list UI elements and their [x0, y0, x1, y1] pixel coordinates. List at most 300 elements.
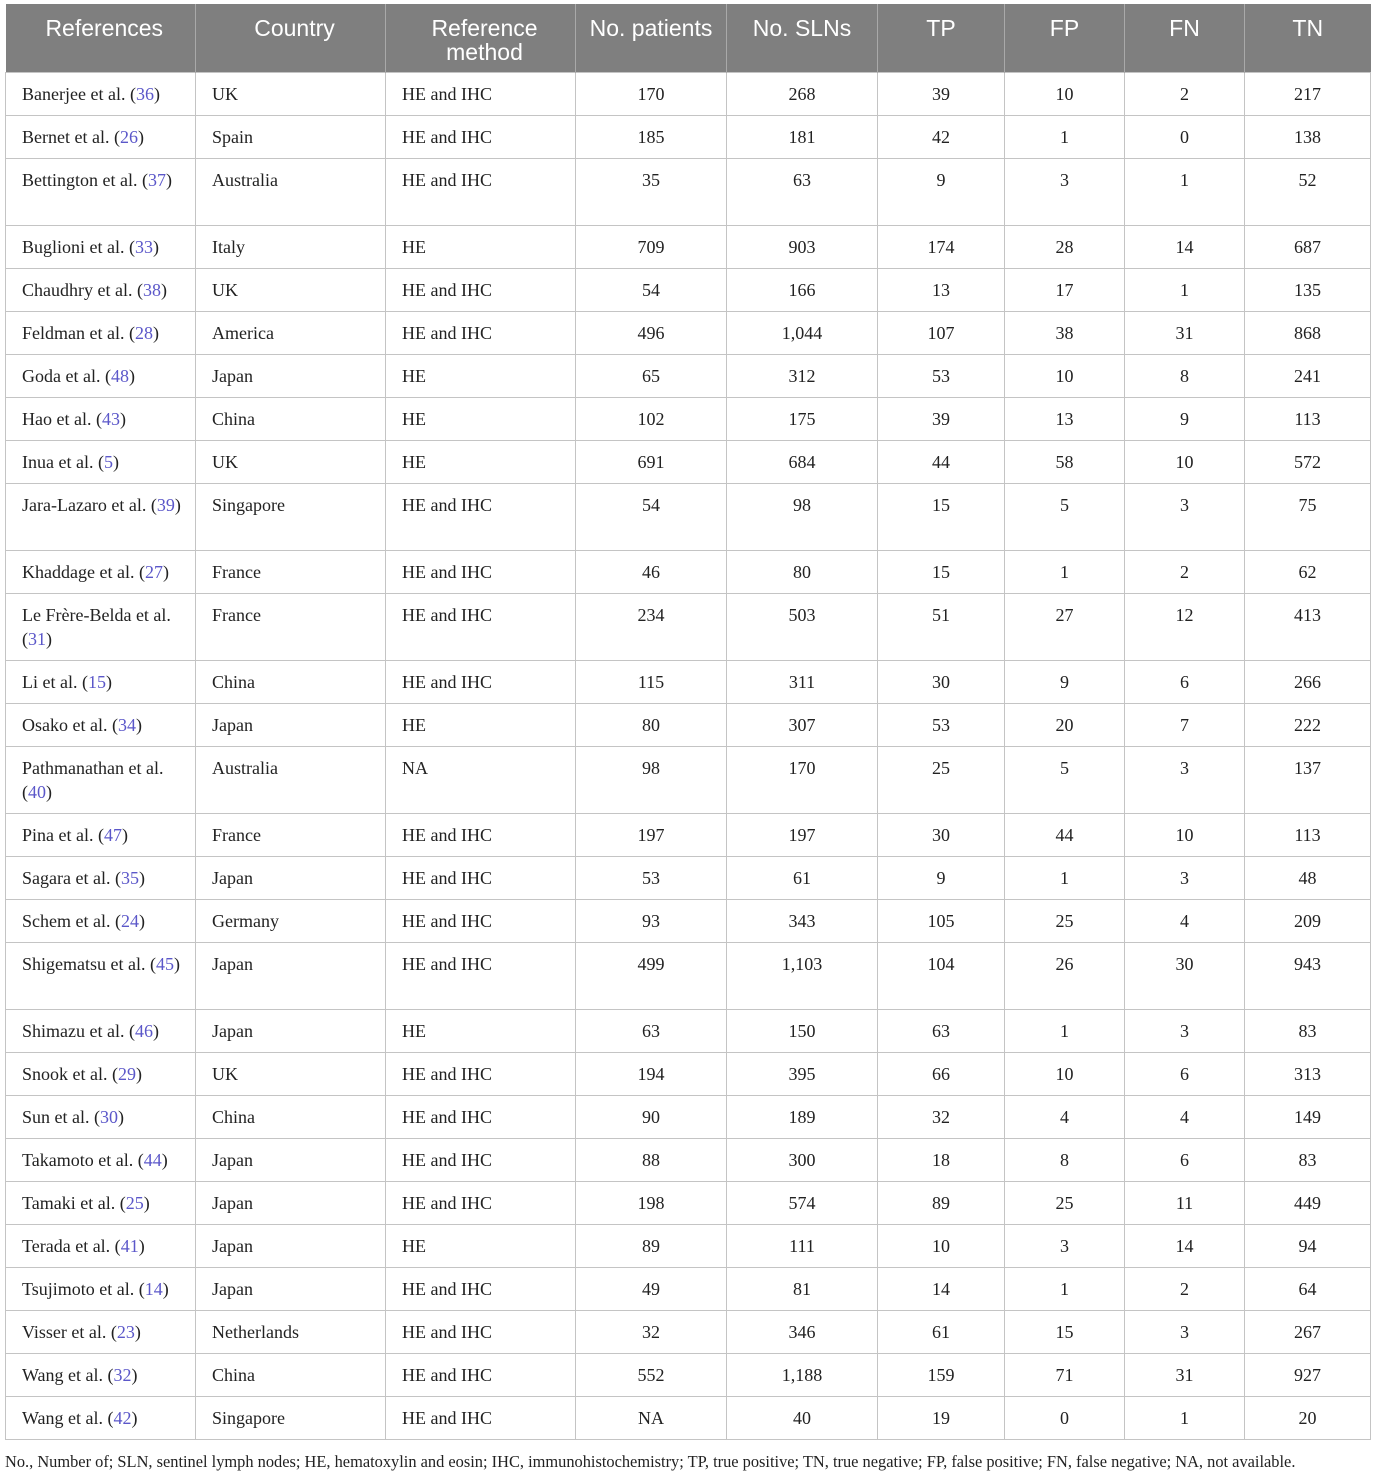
reference-cell	[6, 661, 196, 704]
slns-cell: 395	[727, 1053, 878, 1096]
tp-cell: 63	[878, 1010, 1005, 1053]
country-cell: UK	[196, 441, 386, 484]
fn-cell: 31	[1125, 312, 1245, 355]
reference-author: Goda et al. (	[22, 366, 111, 386]
reference-close: )	[152, 237, 159, 257]
patients-cell: 98	[576, 747, 727, 814]
reference-close: )	[128, 366, 135, 386]
patients-cell: NA	[576, 1397, 727, 1440]
citation-link[interactable]: 41	[120, 1236, 139, 1256]
citation-link[interactable]: 48	[110, 366, 129, 386]
table-row	[6, 116, 1371, 159]
fp-cell: 38	[1005, 312, 1125, 355]
reference-author: Banerjee et al. (	[22, 84, 136, 104]
fn-cell: 10	[1125, 441, 1245, 484]
country-cell: Japan	[196, 943, 386, 1010]
table-row	[6, 1311, 1371, 1354]
tn-cell: 113	[1245, 398, 1371, 441]
reference-cell	[6, 1182, 196, 1225]
fp-cell: 5	[1005, 747, 1125, 814]
method-cell: HE and IHC	[386, 116, 576, 159]
tp-cell: 159	[878, 1354, 1005, 1397]
reference-close: )	[162, 562, 169, 582]
method-cell: HE	[386, 1225, 576, 1268]
reference-author: Visser et al. (	[22, 1322, 117, 1342]
fn-cell: 8	[1125, 355, 1245, 398]
fp-cell: 1	[1005, 116, 1125, 159]
slns-cell: 300	[727, 1139, 878, 1182]
reference-cell	[6, 1354, 196, 1397]
fn-cell: 6	[1125, 1139, 1245, 1182]
reference-author: Wang et al. (	[22, 1365, 114, 1385]
slns-cell: 111	[727, 1225, 878, 1268]
fp-cell: 1	[1005, 1268, 1125, 1311]
table-row	[6, 704, 1371, 747]
col-header-fn: FN	[1125, 4, 1245, 73]
method-cell: HE	[386, 441, 576, 484]
patients-cell: 53	[576, 857, 727, 900]
table-row	[6, 1010, 1371, 1053]
patients-cell: 499	[576, 943, 727, 1010]
reference-close: )	[160, 280, 167, 300]
fn-cell: 1	[1125, 1397, 1245, 1440]
citation-link[interactable]: 25	[125, 1193, 144, 1213]
reference-cell	[6, 116, 196, 159]
citation-link[interactable]: 46	[134, 1021, 153, 1041]
tp-cell: 107	[878, 312, 1005, 355]
citation-link[interactable]: 5	[103, 452, 113, 472]
patients-cell: 63	[576, 1010, 727, 1053]
reference-cell	[6, 1053, 196, 1096]
patients-cell: 54	[576, 484, 727, 551]
fn-cell: 31	[1125, 1354, 1245, 1397]
table-row	[6, 814, 1371, 857]
reference-cell	[6, 1010, 196, 1053]
patients-cell: 552	[576, 1354, 727, 1397]
fn-cell: 2	[1125, 1268, 1245, 1311]
country-cell: Japan	[196, 1225, 386, 1268]
patients-cell: 709	[576, 226, 727, 269]
patients-cell: 197	[576, 814, 727, 857]
reference-author: Tsujimoto et al. (	[22, 1279, 145, 1299]
table-row	[6, 551, 1371, 594]
fp-cell: 13	[1005, 398, 1125, 441]
slns-cell: 170	[727, 747, 878, 814]
tp-cell: 104	[878, 943, 1005, 1010]
country-cell: Spain	[196, 116, 386, 159]
method-cell: HE and IHC	[386, 551, 576, 594]
slns-cell: 181	[727, 116, 878, 159]
reference-author: Shigematsu et al. (	[22, 954, 156, 974]
patients-cell: 170	[576, 73, 727, 116]
fp-cell: 28	[1005, 226, 1125, 269]
slns-cell: 346	[727, 1311, 878, 1354]
reference-author: Pathmanathan et al. (	[22, 758, 164, 802]
tn-cell: 64	[1245, 1268, 1371, 1311]
slns-cell: 343	[727, 900, 878, 943]
slns-cell: 80	[727, 551, 878, 594]
reference-cell	[6, 1225, 196, 1268]
tn-cell: 94	[1245, 1225, 1371, 1268]
reference-author: Feldman et al. (	[22, 323, 135, 343]
table-container	[5, 4, 1370, 1440]
slns-cell: 503	[727, 594, 878, 661]
country-cell: Australia	[196, 159, 386, 226]
patients-cell: 32	[576, 1311, 727, 1354]
citation-link[interactable]: 35	[120, 868, 139, 888]
fp-cell: 44	[1005, 814, 1125, 857]
reference-cell	[6, 226, 196, 269]
reference-close: )	[165, 170, 172, 190]
country-cell: France	[196, 594, 386, 661]
reference-cell	[6, 900, 196, 943]
reference-close: )	[138, 911, 145, 931]
slns-cell: 189	[727, 1096, 878, 1139]
method-cell: HE and IHC	[386, 814, 576, 857]
tn-cell: 75	[1245, 484, 1371, 551]
reference-author: Osako et al. (	[22, 715, 118, 735]
citation-link[interactable]: 36	[135, 84, 154, 104]
slns-cell: 166	[727, 269, 878, 312]
citation-link[interactable]: 38	[142, 280, 161, 300]
country-cell: Japan	[196, 1182, 386, 1225]
country-cell: Japan	[196, 857, 386, 900]
reference-close: )	[143, 1193, 150, 1213]
tn-cell: 413	[1245, 594, 1371, 661]
citation-link[interactable]: 37	[147, 170, 166, 190]
slns-cell: 574	[727, 1182, 878, 1225]
tn-cell: 113	[1245, 814, 1371, 857]
tp-cell: 42	[878, 116, 1005, 159]
reference-author: Le Frère-Belda et al. (	[22, 605, 171, 649]
tp-cell: 19	[878, 1397, 1005, 1440]
slns-cell: 903	[727, 226, 878, 269]
country-cell: France	[196, 551, 386, 594]
country-cell: UK	[196, 269, 386, 312]
tn-cell: 138	[1245, 116, 1371, 159]
method-cell: HE and IHC	[386, 1053, 576, 1096]
table-row	[6, 484, 1371, 551]
reference-cell	[6, 704, 196, 747]
fn-cell: 6	[1125, 661, 1245, 704]
method-cell: HE and IHC	[386, 857, 576, 900]
table-row	[6, 226, 1371, 269]
tp-cell: 9	[878, 159, 1005, 226]
reference-cell	[6, 594, 196, 661]
citation-link[interactable]: 24	[120, 911, 139, 931]
tn-cell: 52	[1245, 159, 1371, 226]
tp-cell: 15	[878, 551, 1005, 594]
slns-cell: 1,188	[727, 1354, 878, 1397]
fp-cell: 20	[1005, 704, 1125, 747]
citation-link[interactable]: 14	[144, 1279, 163, 1299]
tn-cell: 868	[1245, 312, 1371, 355]
patients-cell: 80	[576, 704, 727, 747]
table-row	[6, 594, 1371, 661]
reference-cell	[6, 1311, 196, 1354]
table-row	[6, 1096, 1371, 1139]
citation-link[interactable]: 27	[144, 562, 163, 582]
citation-link[interactable]: 29	[118, 1064, 136, 1084]
patients-cell: 93	[576, 900, 727, 943]
table-row	[6, 747, 1371, 814]
citation-link[interactable]: 34	[117, 715, 136, 735]
country-cell: France	[196, 814, 386, 857]
slns-cell: 1,103	[727, 943, 878, 1010]
reference-author: Pina et al. (	[22, 825, 104, 845]
method-cell: HE	[386, 226, 576, 269]
tp-cell: 30	[878, 814, 1005, 857]
table-row	[6, 441, 1371, 484]
citation-link[interactable]: 30	[100, 1107, 118, 1127]
method-cell: HE and IHC	[386, 1139, 576, 1182]
citation-link[interactable]: 42	[113, 1408, 132, 1428]
fn-cell: 3	[1125, 484, 1245, 551]
tn-cell: 83	[1245, 1139, 1371, 1182]
header-row	[6, 4, 1371, 73]
fp-cell: 1	[1005, 1010, 1125, 1053]
method-cell: HE and IHC	[386, 900, 576, 943]
tn-cell: 137	[1245, 747, 1371, 814]
citation-link[interactable]: 26	[119, 127, 138, 147]
tn-cell: 217	[1245, 73, 1371, 116]
tp-cell: 18	[878, 1139, 1005, 1182]
reference-author: Terada et al. (	[22, 1236, 121, 1256]
country-cell: America	[196, 312, 386, 355]
reference-cell	[6, 73, 196, 116]
fn-cell: 4	[1125, 900, 1245, 943]
country-cell: Japan	[196, 704, 386, 747]
tn-cell: 135	[1245, 269, 1371, 312]
fn-cell: 2	[1125, 73, 1245, 116]
citation-link[interactable]: 40	[28, 782, 46, 802]
tp-cell: 32	[878, 1096, 1005, 1139]
col-header-reference-method: Reference method	[386, 4, 576, 73]
table-row	[6, 1225, 1371, 1268]
citation-link[interactable]: 23	[116, 1322, 135, 1342]
reference-close: )	[131, 1365, 138, 1385]
reference-close: )	[162, 1279, 169, 1299]
slns-cell: 307	[727, 704, 878, 747]
method-cell: HE	[386, 704, 576, 747]
reference-author: Bettington et al. (	[22, 170, 148, 190]
method-cell: HE and IHC	[386, 269, 576, 312]
tp-cell: 53	[878, 355, 1005, 398]
fp-cell: 25	[1005, 900, 1125, 943]
reference-cell	[6, 312, 196, 355]
reference-cell	[6, 398, 196, 441]
reference-author: Li et al. (	[22, 672, 88, 692]
tn-cell: 48	[1245, 857, 1371, 900]
patients-cell: 88	[576, 1139, 727, 1182]
fp-cell: 71	[1005, 1354, 1125, 1397]
reference-author: Khaddage et al. (	[22, 562, 145, 582]
reference-close: )	[46, 629, 52, 649]
reference-author: Schem et al. (	[22, 911, 121, 931]
reference-close: )	[153, 84, 160, 104]
patients-cell: 65	[576, 355, 727, 398]
tp-cell: 30	[878, 661, 1005, 704]
patients-cell: 89	[576, 1225, 727, 1268]
tp-cell: 15	[878, 484, 1005, 551]
table-row	[6, 1139, 1371, 1182]
citation-link[interactable]: 31	[28, 629, 46, 649]
reference-close: )	[121, 825, 128, 845]
patients-cell: 54	[576, 269, 727, 312]
slns-cell: 61	[727, 857, 878, 900]
patients-cell: 194	[576, 1053, 727, 1096]
col-header-references: References	[6, 4, 196, 73]
fp-cell: 10	[1005, 1053, 1125, 1096]
fp-cell: 3	[1005, 159, 1125, 226]
reference-author: Inua et al. (	[22, 452, 104, 472]
patients-cell: 35	[576, 159, 727, 226]
table-row	[6, 312, 1371, 355]
tn-cell: 241	[1245, 355, 1371, 398]
fp-cell: 10	[1005, 73, 1125, 116]
fn-cell: 2	[1125, 551, 1245, 594]
table-row	[6, 1053, 1371, 1096]
fp-cell: 4	[1005, 1096, 1125, 1139]
citation-link[interactable]: 44	[143, 1150, 162, 1170]
reference-close: )	[134, 1322, 141, 1342]
citation-link[interactable]: 47	[103, 825, 122, 845]
reference-close: )	[118, 1107, 124, 1127]
fn-cell: 14	[1125, 1225, 1245, 1268]
method-cell: HE	[386, 1010, 576, 1053]
country-cell: Japan	[196, 355, 386, 398]
slns-cell: 268	[727, 73, 878, 116]
reference-author: Takamoto et al. (	[22, 1150, 144, 1170]
patients-cell: 102	[576, 398, 727, 441]
fn-cell: 3	[1125, 1010, 1245, 1053]
country-cell: China	[196, 1354, 386, 1397]
method-cell: HE	[386, 355, 576, 398]
fp-cell: 3	[1005, 1225, 1125, 1268]
fn-cell: 3	[1125, 747, 1245, 814]
tn-cell: 20	[1245, 1397, 1371, 1440]
reference-cell	[6, 747, 196, 814]
country-cell: Italy	[196, 226, 386, 269]
country-cell: Netherlands	[196, 1311, 386, 1354]
citation-link[interactable]: 43	[101, 409, 120, 429]
slns-cell: 312	[727, 355, 878, 398]
citation-link[interactable]: 32	[113, 1365, 132, 1385]
fp-cell: 1	[1005, 551, 1125, 594]
fn-cell: 7	[1125, 704, 1245, 747]
citation-link[interactable]: 45	[155, 954, 174, 974]
reference-close: )	[46, 782, 52, 802]
slns-cell: 150	[727, 1010, 878, 1053]
reference-cell	[6, 1397, 196, 1440]
country-cell: Japan	[196, 1010, 386, 1053]
tn-cell: 313	[1245, 1053, 1371, 1096]
reference-close: )	[105, 672, 112, 692]
col-header-slns: No. SLNs	[727, 4, 878, 73]
tn-cell: 149	[1245, 1096, 1371, 1139]
reference-author: Chaudhry et al. (	[22, 280, 143, 300]
citation-link[interactable]: 15	[87, 672, 106, 692]
tn-cell: 449	[1245, 1182, 1371, 1225]
fn-cell: 1	[1125, 159, 1245, 226]
reference-close: )	[173, 954, 180, 974]
fp-cell: 17	[1005, 269, 1125, 312]
tn-cell: 927	[1245, 1354, 1371, 1397]
method-cell: HE and IHC	[386, 1096, 576, 1139]
method-cell: HE and IHC	[386, 594, 576, 661]
tp-cell: 14	[878, 1268, 1005, 1311]
table-row	[6, 900, 1371, 943]
fn-cell: 3	[1125, 1311, 1245, 1354]
method-cell: HE and IHC	[386, 1268, 576, 1311]
patients-cell: 198	[576, 1182, 727, 1225]
reference-close: )	[112, 452, 119, 472]
country-cell: Germany	[196, 900, 386, 943]
citation-link[interactable]: 39	[156, 495, 175, 515]
reference-close: )	[135, 715, 142, 735]
citation-link[interactable]: 33	[134, 237, 153, 257]
reference-cell	[6, 1096, 196, 1139]
table-row	[6, 355, 1371, 398]
reference-close: )	[119, 409, 126, 429]
reference-cell	[6, 1268, 196, 1311]
fn-cell: 1	[1125, 269, 1245, 312]
fn-cell: 4	[1125, 1096, 1245, 1139]
table-row	[6, 661, 1371, 704]
method-cell: HE and IHC	[386, 484, 576, 551]
fn-cell: 3	[1125, 857, 1245, 900]
patients-cell: 496	[576, 312, 727, 355]
reference-cell	[6, 551, 196, 594]
fn-cell: 6	[1125, 1053, 1245, 1096]
citation-link[interactable]: 28	[134, 323, 153, 343]
slns-cell: 40	[727, 1397, 878, 1440]
table-row	[6, 1397, 1371, 1440]
country-cell: Singapore	[196, 1397, 386, 1440]
tp-cell: 89	[878, 1182, 1005, 1225]
slns-cell: 98	[727, 484, 878, 551]
tn-cell: 62	[1245, 551, 1371, 594]
fn-cell: 10	[1125, 814, 1245, 857]
country-cell: Australia	[196, 747, 386, 814]
tn-cell: 266	[1245, 661, 1371, 704]
fp-cell: 5	[1005, 484, 1125, 551]
fp-cell: 26	[1005, 943, 1125, 1010]
country-cell: UK	[196, 73, 386, 116]
reference-cell	[6, 1139, 196, 1182]
tp-cell: 61	[878, 1311, 1005, 1354]
fn-cell: 11	[1125, 1182, 1245, 1225]
reference-close: )	[152, 1021, 159, 1041]
reference-author: Snook et al. (	[22, 1064, 118, 1084]
tp-cell: 10	[878, 1225, 1005, 1268]
fn-cell: 30	[1125, 943, 1245, 1010]
patients-cell: 115	[576, 661, 727, 704]
table-row	[6, 943, 1371, 1010]
reference-author: Sun et al. (	[22, 1107, 100, 1127]
tp-cell: 9	[878, 857, 1005, 900]
tn-cell: 943	[1245, 943, 1371, 1010]
fp-cell: 0	[1005, 1397, 1125, 1440]
tn-cell: 209	[1245, 900, 1371, 943]
reference-cell	[6, 484, 196, 551]
results-table	[5, 4, 1371, 1440]
tn-cell: 267	[1245, 1311, 1371, 1354]
patients-cell: 691	[576, 441, 727, 484]
reference-cell	[6, 943, 196, 1010]
reference-close: )	[174, 495, 181, 515]
patients-cell: 90	[576, 1096, 727, 1139]
